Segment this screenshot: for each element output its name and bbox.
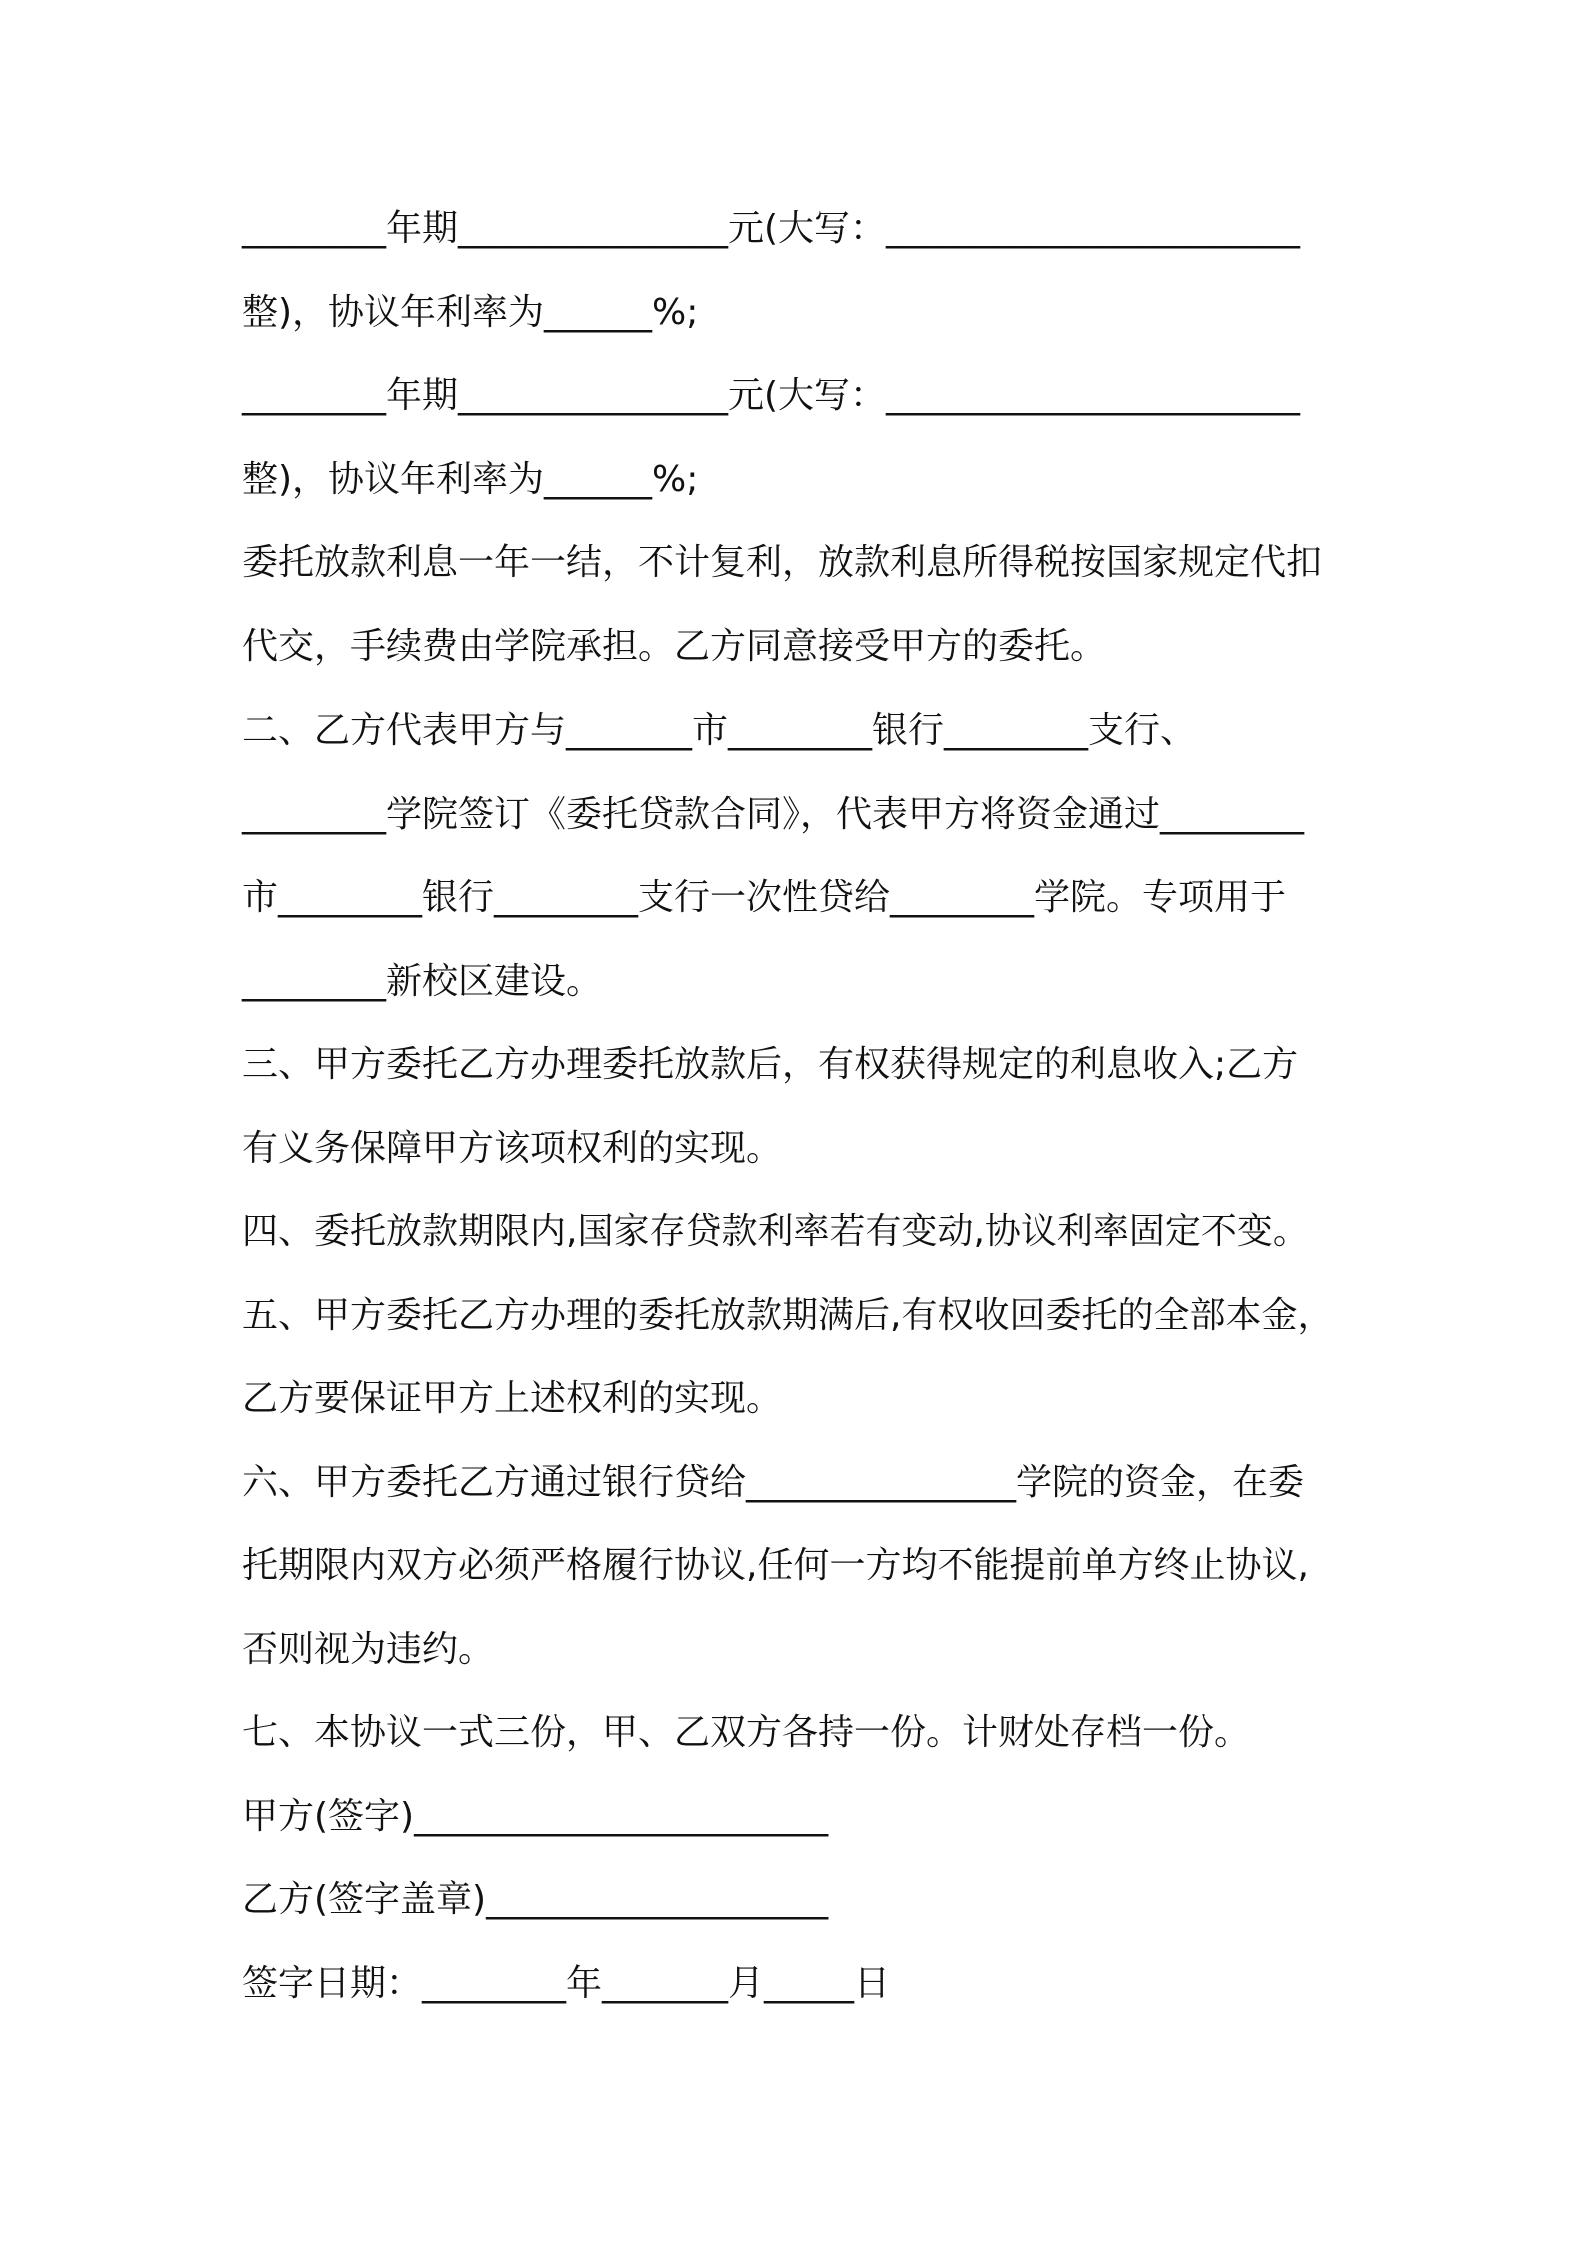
clause-2-line-1: 二、乙方代表甲方与_______市________银行________支行、	[242, 710, 1197, 751]
clause-4-line-1: 四、委托放款期限内,国家存贷款利率若有变动,协议利率固定不变。	[242, 1211, 1309, 1252]
interest-clause-line-2: 代交，手续费由学院承担。乙方同意接受甲方的委托。	[242, 626, 1107, 667]
interest-clause-line-1: 委托放款利息一年一结，不计复利，放款利息所得税按国家规定代扣	[242, 542, 1323, 583]
signing-date-line: 签字日期：________年_______月_____日	[242, 1963, 891, 2004]
clause-2-line-2: ________学院签订《委托贷款合同》，代表甲方将资金通过________	[242, 794, 1305, 835]
party-a-signature-line: 甲方(签字)_______________________	[242, 1796, 829, 1837]
clause-3-line-1: 三、甲方委托乙方办理委托放款后，有权获得规定的利息收入;乙方	[242, 1044, 1299, 1085]
clause-6-line-2: 托期限内双方必须严格履行协议,任何一方均不能提前单方终止协议,	[242, 1545, 1309, 1586]
clause-2-line-4: ________新校区建设。	[242, 961, 603, 1002]
clause-3-line-2: 有义务保障甲方该项权利的实现。	[242, 1128, 783, 1169]
term-line-1: ________年期_______________元(大写：_______________________	[242, 208, 1301, 249]
rate-line-2: 整)，协议年利率为______%;	[242, 459, 699, 500]
clause-5-line-1: 五、甲方委托乙方办理的委托放款期满后,有权收回委托的全部本金，	[242, 1295, 1334, 1336]
rate-line-1: 整)，协议年利率为______%;	[242, 292, 699, 333]
party-b-signature-line: 乙方(签字盖章)___________________	[242, 1879, 829, 1920]
clause-2-line-3: 市________银行________支行一次性贷给________学院。专项用于	[242, 877, 1287, 918]
clause-5-line-2: 乙方要保证甲方上述权利的实现。	[242, 1378, 783, 1419]
clause-7-line-1: 七、本协议一式三份，甲、乙双方各持一份。计财处存档一份。	[242, 1712, 1251, 1753]
clause-6-line-3: 否则视为违约。	[242, 1629, 495, 1670]
term-line-2: ________年期_______________元(大写：_______________________	[242, 375, 1301, 416]
clause-6-line-1: 六、甲方委托乙方通过银行贷给_______________学院的资金，在委	[242, 1462, 1305, 1503]
